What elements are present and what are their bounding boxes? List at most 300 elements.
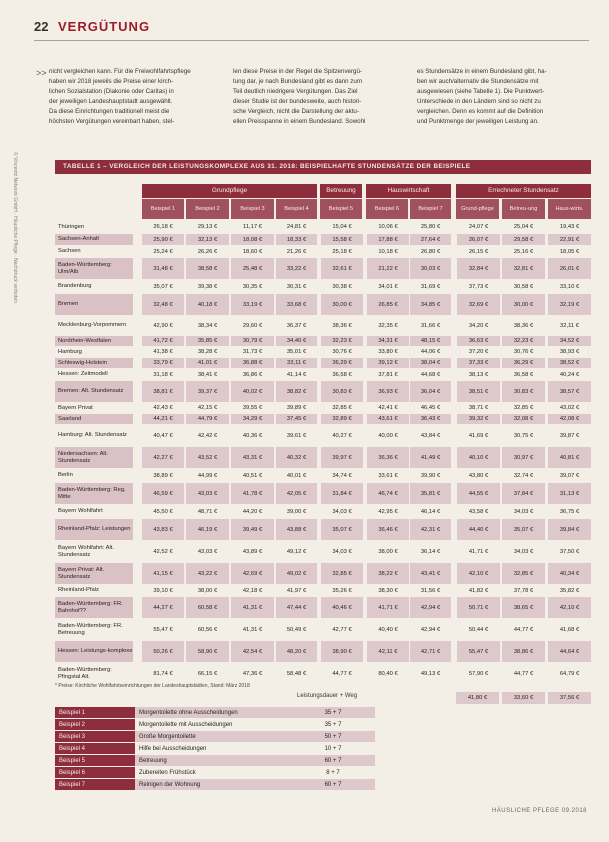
- intro-line: tung dar, je nach Bundesland gibt es dann zum: [233, 78, 362, 85]
- table-cell: 42,18 €: [242, 587, 263, 594]
- table-cell: 34,03 €: [513, 508, 534, 515]
- table-cell: 36,29 €: [502, 358, 545, 368]
- example-duration: 60 + 7: [291, 779, 375, 790]
- table-cell: 44,77 €: [513, 670, 534, 677]
- group-stundensatz: Errechneter Stundensatz: [456, 184, 591, 198]
- table-cell: 36,88 €: [231, 358, 274, 368]
- page-number: 22: [34, 19, 49, 34]
- table-cell: 38,00 €: [366, 541, 409, 562]
- table-cell: 44,68 €: [420, 371, 441, 378]
- comparison-table: [55, 160, 591, 174]
- table-cell: 41,97 €: [286, 587, 307, 594]
- table-cell: 43,52 €: [186, 447, 229, 468]
- row-label: Berlin: [58, 472, 73, 478]
- table-cell: 34,74 €: [320, 469, 363, 482]
- table-row: [55, 619, 591, 640]
- table-cell: 34,03 €: [320, 505, 363, 518]
- table-cell: 37,20 €: [456, 347, 500, 357]
- table-cell: 41,82 €: [456, 585, 500, 596]
- table-cell: 24,81 €: [286, 224, 307, 230]
- table-cell: 43,58 €: [456, 505, 500, 518]
- continuation-marker: >>: [36, 68, 47, 78]
- table-cell: 50,71 €: [456, 597, 500, 618]
- table-cell: 26,15 €: [456, 246, 500, 257]
- table-cell: 39,55 €: [242, 405, 263, 411]
- table-cell: 46,19 €: [186, 519, 229, 540]
- table-row: [55, 246, 591, 257]
- table-cell: 47,44 €: [276, 597, 317, 618]
- table-cell: 26,01 €: [548, 258, 591, 279]
- table-cell: 38,90 €: [320, 641, 363, 662]
- table-row: [55, 403, 591, 413]
- intro-line: der jeweiligen Landeshauptstadt ausgewählt.: [49, 98, 173, 105]
- table-cell: 42,41 €: [366, 403, 409, 413]
- table-cell: 38,65 €: [502, 597, 545, 618]
- table-row: [55, 597, 591, 618]
- table-cell: 36,86 €: [242, 371, 263, 378]
- table-row: [55, 447, 591, 468]
- table-cell: 43,02 €: [559, 405, 580, 411]
- table-cell: 43,03 €: [186, 483, 229, 504]
- table-cell: 40,81 €: [548, 447, 591, 468]
- table-cell: 40,32 €: [276, 447, 317, 468]
- table-cell: 36,46 €: [366, 519, 409, 540]
- table-cell: 38,28 €: [197, 349, 218, 355]
- group-betreuung: Betreuung: [320, 184, 362, 198]
- table-cell: 18,05 €: [559, 248, 580, 255]
- row-label: Schleswig-Holstein: [55, 358, 133, 368]
- table-cell: 80,40 €: [366, 663, 409, 684]
- table-cell: 10,18 €: [366, 246, 409, 257]
- row-label: Baden-Württemberg: Pfingstal Alt.: [58, 666, 112, 680]
- subheader-cell: Beispiel 7: [410, 199, 451, 219]
- duration-label: Leistungsdauer + Weg: [297, 693, 358, 699]
- row-label: Baden-Württemberg: Ulm/Alb: [55, 258, 133, 279]
- table-cell: 33,10 €: [559, 283, 580, 290]
- table-cell: 36,37 €: [286, 322, 307, 329]
- example-description: Zubereiten Frühstück: [139, 769, 196, 776]
- table-cell: 18,08 €: [231, 234, 274, 245]
- table-cell: 42,15 €: [197, 405, 218, 411]
- average-grundpflege: 41,80 €: [456, 692, 499, 704]
- subheader-cell: Beispiel 1: [142, 199, 184, 219]
- table-cell: 37,45 €: [276, 414, 317, 424]
- table-cell: 38,13 €: [456, 369, 500, 380]
- subheader-cell: Betreu-ung: [502, 199, 545, 219]
- table-cell: 55,47 €: [153, 626, 173, 633]
- table-cell: 42,95 €: [366, 505, 409, 518]
- example-description: Große Morgentoilette: [135, 731, 293, 742]
- table-cell: 33,79 €: [142, 358, 184, 368]
- table-cell: 17,88 €: [366, 234, 409, 245]
- table-cell: 34,03 €: [513, 548, 534, 555]
- table-cell: 34,29 €: [231, 414, 274, 424]
- intro-line: es Stundensätze in einem Bundesland gibt, ha-: [417, 68, 547, 75]
- subheader-cell: Beispiel 3: [231, 199, 274, 219]
- table-cell: 31,66 €: [420, 322, 441, 329]
- table-footnote: * Preise: Kirchliche Wohlfahrtseinrichtungen der Landeshauptstädten, Stand: März 2018: [55, 683, 250, 689]
- table-cell: 40,24 €: [559, 371, 580, 378]
- table-cell: 64,79 €: [559, 670, 580, 677]
- table-cell: 15,58 €: [320, 234, 363, 245]
- table-cell: 42,77 €: [320, 619, 363, 640]
- table-cell: 44,64 €: [548, 641, 591, 662]
- table-cell: 25,16 €: [513, 248, 534, 255]
- table-cell: 29,60 €: [242, 322, 263, 329]
- table-cell: 35,07 €: [153, 283, 173, 290]
- table-cell: 50,26 €: [142, 641, 184, 662]
- table-cell: 46,14 €: [420, 508, 441, 515]
- table-cell: 40,10 €: [456, 447, 500, 468]
- table-cell: 39,07 €: [559, 472, 580, 479]
- table-cell: 41,49 €: [410, 447, 451, 468]
- example-key: Beispiel 6: [55, 767, 135, 778]
- example-duration: 35 + 7: [291, 707, 375, 718]
- table-cell: 35,26 €: [320, 585, 363, 596]
- table-cell: 50,44 €: [456, 619, 500, 640]
- table-cell: 42,69 €: [231, 563, 274, 584]
- example-row: [55, 719, 375, 730]
- table-cell: 40,18 €: [186, 294, 229, 315]
- table-title: TABELLE 1 – VERGLEICH DER LEISTUNGSKOMPLEXE AUS 31. 2018: BEISPIELHAFTE STUNDENSÄTZE DER BEISPIELE: [55, 160, 591, 174]
- table-cell: 36,14 €: [420, 548, 441, 555]
- table-row: [55, 519, 591, 540]
- table-cell: 48,71 €: [197, 508, 218, 515]
- table-cell: 40,01 €: [286, 472, 307, 479]
- table-cell: 26,80 €: [420, 248, 441, 255]
- table-cell: 37,73 €: [456, 280, 500, 293]
- table-cell: 39,49 €: [231, 519, 274, 540]
- table-cell: 37,78 €: [513, 587, 534, 594]
- table-cell: 39,87 €: [559, 432, 580, 439]
- table-cell: 29,13 €: [197, 224, 218, 230]
- table-cell: 42,54 €: [231, 641, 274, 662]
- row-label: Sachsen-Anhalt: [55, 234, 133, 245]
- table-cell: 36,58 €: [320, 369, 363, 380]
- table-cell: 41,78 €: [231, 483, 274, 504]
- table-cell: 57,90 €: [456, 663, 500, 684]
- table-cell: 36,29 €: [320, 358, 363, 368]
- table-cell: 30,35 €: [242, 283, 263, 290]
- table-cell: 39,32 €: [456, 414, 500, 424]
- table-cell: 26,85 €: [366, 294, 409, 315]
- table-cell: 40,00 €: [366, 425, 409, 446]
- row-label: Bayern Wohlfahrt: Alt. Stundensatz: [58, 544, 114, 558]
- table-cell: 10,06 €: [366, 221, 409, 233]
- table-cell: 25,24 €: [153, 248, 173, 255]
- subheader-cell: Beispiel 2: [186, 199, 229, 219]
- table-cell: 42,94 €: [420, 626, 441, 633]
- table-cell: 47,36 €: [242, 670, 263, 677]
- table-cell: 41,72 €: [142, 336, 184, 346]
- table-cell: 49,02 €: [276, 563, 317, 584]
- table-cell: 44,20 €: [242, 508, 263, 515]
- row-label: Sachsen: [58, 248, 81, 254]
- row-label: Bayern Privat: [58, 404, 93, 411]
- table-cell: 42,94 €: [410, 597, 451, 618]
- table-cell: 41,68 €: [559, 626, 580, 633]
- table-cell: 31,73 €: [242, 349, 263, 355]
- table-cell: 35,07 €: [320, 519, 363, 540]
- table-cell: 44,40 €: [456, 519, 500, 540]
- example-row: [55, 755, 375, 766]
- table-cell: 40,34 €: [548, 563, 591, 584]
- row-label: Baden-Württemberg: Reg. Mitte: [55, 483, 133, 504]
- table-cell: 33,61 €: [366, 469, 409, 482]
- table-cell: 32,23 €: [320, 336, 363, 346]
- table-cell: 35,82 €: [559, 587, 580, 594]
- table-cell: 40,40 €: [366, 619, 409, 640]
- table-cell: 19,43 €: [559, 224, 580, 230]
- example-duration: 35 + 7: [324, 721, 342, 728]
- table-cell: 41,31 €: [242, 626, 263, 633]
- row-label: Thüringen: [58, 223, 85, 230]
- table-row: [55, 541, 591, 562]
- table-cell: 38,22 €: [366, 563, 409, 584]
- row-label: Mecklenburg-Vorpommern: [58, 322, 127, 328]
- row-label: Baden-Württemberg: FR. Betreuung: [58, 622, 123, 636]
- intro-line: Teil deutlich niedrigere Vergütungen. Das Ziel: [233, 88, 358, 95]
- table-cell: 26,26 €: [197, 248, 218, 255]
- table-row: [55, 358, 591, 368]
- table-cell: 38,36 €: [320, 316, 363, 335]
- table-cell: 43,83 €: [142, 519, 184, 540]
- row-label: Rheinland-Pfalz: [58, 587, 99, 593]
- row-label: Hessen: Leistungs-komplexe: [55, 641, 133, 662]
- example-key: Beispiel 5: [55, 755, 135, 766]
- table-cell: 40,36 €: [242, 432, 263, 439]
- example-key: Beispiel 7: [55, 779, 135, 790]
- table-cell: 42,11 €: [366, 641, 409, 662]
- table-row: [55, 505, 591, 518]
- header-rule: [34, 40, 589, 41]
- table-cell: 33,19 €: [231, 294, 274, 315]
- table-cell: 38,58 €: [186, 258, 229, 279]
- table-cell: 41,71 €: [366, 597, 409, 618]
- table-cell: 36,75 €: [559, 508, 580, 515]
- row-label: Niedersachsen: Alt. Stundensatz: [55, 447, 133, 468]
- table-cell: 37,50 €: [559, 548, 580, 555]
- table-cell: 31,13 €: [548, 483, 591, 504]
- table-cell: 32,89 €: [320, 414, 363, 424]
- average-hauswirtschaft: 37,56 €: [548, 692, 591, 704]
- table-cell: 32,84 €: [456, 258, 500, 279]
- table-cell: 39,84 €: [548, 519, 591, 540]
- table-cell: 38,36 €: [513, 322, 534, 329]
- table-cell: 40,27 €: [320, 425, 363, 446]
- example-description: Morgentoilette mit Ausscheidungen: [139, 721, 233, 728]
- table-cell: 39,97 €: [320, 447, 363, 468]
- table-cell: 43,03 €: [197, 548, 218, 555]
- intro-line: len diese Preise in der Regel die Spitzenvergü-: [233, 68, 362, 75]
- table-cell: 25,04 €: [513, 224, 534, 230]
- table-cell: 34,20 €: [456, 316, 500, 335]
- intro-line: Da diese Einrichtungen traditionell meist die: [49, 108, 170, 115]
- table-cell: 39,38 €: [197, 283, 218, 290]
- table-cell: 42,43 €: [153, 405, 173, 411]
- table-cell: 42,52 €: [153, 548, 173, 555]
- intro-line: vergleichen. Denn es kommt auf die Definition: [417, 108, 544, 115]
- table-cell: 36,63 €: [456, 336, 500, 346]
- table-cell: 34,52 €: [548, 336, 591, 346]
- example-duration: 10 + 7: [324, 745, 342, 752]
- table-cell: 49,12 €: [286, 548, 307, 555]
- table-cell: 41,15 €: [142, 563, 184, 584]
- table-row: [55, 347, 591, 357]
- example-description: Morgentoilette ohne Ausscheidungen: [135, 707, 293, 718]
- copyright-side-note: © Vincentz Network GmbH · Häusliche Pflege · Nachdruck verboten: [12, 152, 18, 303]
- table-cell: 39,90 €: [420, 472, 441, 479]
- table-cell: 49,13 €: [420, 670, 441, 677]
- row-label: Brandenburg: [58, 283, 92, 289]
- example-duration: 8 + 7: [326, 769, 340, 776]
- intro-line: ben wir auch/alternativ die Stundensätze mit: [417, 78, 539, 85]
- table-cell: 44,06 €: [420, 349, 441, 355]
- table-cell: 38,81 €: [142, 381, 184, 402]
- table-cell: 81,74 €: [153, 670, 173, 677]
- table-cell: 43,41 €: [410, 563, 451, 584]
- table-cell: 37,81 €: [366, 369, 409, 380]
- table-cell: 33,22 €: [276, 258, 317, 279]
- subheader-cell: Beispiel 6: [366, 199, 408, 219]
- intro-line: ausgewiesen (siehe Tabelle 1). Die Punktwert-: [417, 88, 545, 95]
- intro-line: lichen Sozialstation (Diakonie oder Caritas) in: [49, 88, 174, 95]
- table-cell: 34,85 €: [410, 294, 451, 315]
- table-cell: 30,31 €: [286, 283, 307, 290]
- table-cell: 44,77 €: [513, 626, 534, 633]
- table-row: [55, 469, 591, 482]
- table-cell: 42,90 €: [153, 322, 173, 329]
- table-cell: 43,89 €: [242, 548, 263, 555]
- example-duration: 60 + 7: [291, 755, 375, 766]
- table-cell: 41,69 €: [456, 425, 500, 446]
- table-cell: 11,17 €: [243, 224, 262, 230]
- table-cell: 39,61 €: [286, 432, 307, 439]
- table-cell: 42,71 €: [410, 641, 451, 662]
- table-cell: 24,07 €: [456, 221, 500, 233]
- table-cell: 43,84 €: [420, 432, 441, 439]
- example-duration: 50 + 7: [291, 731, 375, 742]
- table-cell: 34,31 €: [366, 336, 409, 346]
- table-cell: 44,77 €: [320, 663, 363, 684]
- table-cell: 42,05 €: [276, 483, 317, 504]
- table-cell: 22,91 €: [548, 234, 591, 245]
- table-cell: 38,41 €: [197, 371, 218, 378]
- table-cell: 33,80 €: [366, 347, 409, 357]
- table-cell: 30,97 €: [502, 447, 545, 468]
- table-row: [55, 369, 591, 380]
- subheader-cell: Beispiel 4: [276, 199, 317, 219]
- table-cell: 36,43 €: [410, 414, 451, 424]
- table-cell: 25,80 €: [420, 224, 441, 230]
- table-cell: 32,48 €: [142, 294, 184, 315]
- row-label: Hessen: Zeitmodell: [58, 371, 108, 377]
- average-betreuung: 33,60 €: [502, 692, 545, 704]
- table-cell: 26,18 €: [153, 224, 173, 230]
- table-cell: 40,51 €: [242, 472, 263, 479]
- table-cell: 48,15 €: [410, 336, 451, 346]
- table-cell: 58,48 €: [286, 670, 307, 677]
- table-cell: 32,74 €: [513, 472, 534, 479]
- table-cell: 42,08 €: [548, 414, 591, 424]
- intro-line: Unterschiede in den Ländern sind so nicht zu: [417, 98, 541, 105]
- row-label: Bremen: [55, 294, 133, 315]
- table-cell: 37,33 €: [456, 358, 500, 368]
- table-cell: 25,90 €: [142, 234, 184, 245]
- table-cell: 38,93 €: [559, 349, 580, 355]
- table-cell: 46,45 €: [420, 405, 441, 411]
- table-cell: 33,11 €: [276, 358, 317, 368]
- table-cell: 26,07 €: [456, 234, 500, 245]
- table-cell: 30,83 €: [502, 381, 545, 402]
- table-cell: 21,22 €: [366, 258, 409, 279]
- table-cell: 32,11 €: [560, 322, 579, 329]
- table-cell: 25,48 €: [231, 258, 274, 279]
- table-cell: 38,86 €: [502, 641, 545, 662]
- table-cell: 38,52 €: [548, 358, 591, 368]
- table-cell: 32,85 €: [502, 563, 545, 584]
- table-cell: 32,13 €: [186, 234, 229, 245]
- table-cell: 38,57 €: [548, 381, 591, 402]
- table-cell: 40,46 €: [320, 597, 363, 618]
- table-cell: 18,60 €: [242, 248, 263, 255]
- table-row: [55, 221, 591, 233]
- intro-line: höchsten Vergütungen vereinbart haben, stel-: [49, 118, 175, 125]
- intro-line: nicht vergleichen kann. Für die Freiwohlfahrtspflege: [49, 68, 191, 75]
- example-key: Beispiel 4: [55, 743, 135, 754]
- table-cell: 38,71 €: [456, 403, 500, 413]
- row-label: Rheinland-Pfalz: Leistungen: [55, 519, 133, 540]
- row-label: Baden-Württemberg: FR. Bahnhof??: [55, 597, 133, 618]
- row-label: Hamburg: [58, 348, 82, 355]
- table-cell: 30,00 €: [320, 294, 363, 315]
- intro-line: haben wir 2018 jeweils die Preise einer kirch-: [49, 78, 174, 85]
- table-cell: 43,80 €: [456, 469, 500, 482]
- example-row: [55, 779, 375, 790]
- table-cell: 38,04 €: [410, 358, 451, 368]
- table-cell: 31,56 €: [420, 587, 441, 594]
- row-label: Bayern Wohlfahrt: [58, 508, 103, 514]
- table-cell: 32,85 €: [513, 405, 534, 411]
- table-cell: 35,81 €: [410, 483, 451, 504]
- table-cell: 39,00 €: [286, 508, 307, 515]
- table-cell: 32,35 €: [366, 316, 409, 335]
- table-cell: 31,48 €: [142, 258, 184, 279]
- table-cell: 18,33 €: [276, 234, 317, 245]
- table-cell: 41,01 €: [186, 358, 229, 368]
- table-cell: 38,82 €: [276, 381, 317, 402]
- example-row: [55, 731, 375, 742]
- table-row: [55, 585, 591, 596]
- row-label: Bremen: Alt. Stundensatz: [55, 381, 133, 402]
- intro-column-2: [233, 67, 405, 127]
- intro-column-1: [49, 67, 221, 127]
- table-cell: 39,10 €: [153, 587, 173, 594]
- table-cell: 43,61 €: [366, 414, 409, 424]
- table-cell: 55,47 €: [456, 641, 500, 662]
- row-label: Hamburg: Alt. Stundensatz: [58, 432, 127, 438]
- table-cell: 32,19 €: [548, 294, 591, 315]
- table-row: [55, 641, 591, 662]
- table-cell: 42,10 €: [548, 597, 591, 618]
- table-cell: 31,18 €: [153, 371, 173, 378]
- example-key: Beispiel 3: [55, 731, 135, 742]
- table-cell: 36,04 €: [410, 381, 451, 402]
- table-row: [55, 258, 591, 279]
- table-cell: 39,12 €: [366, 358, 409, 368]
- table-cell: 38,30 €: [366, 585, 409, 596]
- table-cell: 31,84 €: [320, 483, 363, 504]
